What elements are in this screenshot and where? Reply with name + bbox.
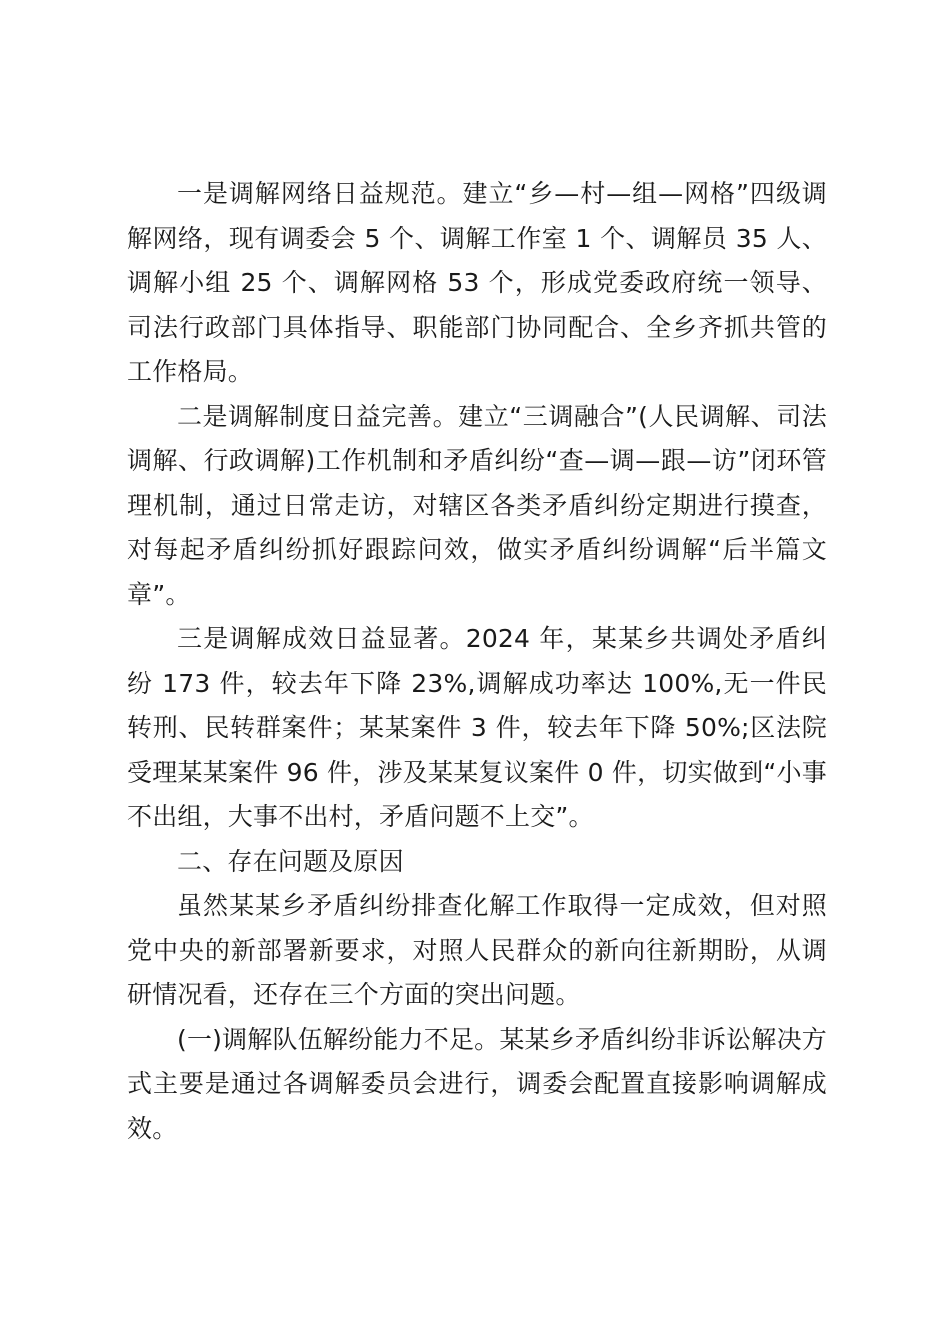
paragraph-mediation-team: (一)调解队伍解纷能力不足。某某乡矛盾纠纷非诉讼解决方式主要是通过各调解委员会进行，调委会配置直接影响调解成效。 [127,1024,827,1143]
paragraph-mediation-system: 二是调解制度日益完善。建立“三调融合”(人民调解、司法调解、行政调解)工作机制和矛盾纠纷“查—调—跟—访”闭环管理机制，通过日常走访，对辖区各类矛盾纠纷定期进行摸查，对每起矛盾纠纷抓好跟踪问效，做实矛盾纠纷调解“后半篇文章”。 [127,401,827,609]
section-heading-problems: 二、存在问题及原因 [177,846,404,876]
document-body [127,172,827,1151]
paragraph-problems-intro: 虽然某某乡矛盾纠纷排查化解工作取得一定成效，但对照党中央的新部署新要求，对照人民群众的新向往新期盼，从调研情况看，还存在三个方面的突出问题。 [127,891,827,1009]
paragraph-mediation-network: 一是调解网络日益规范。建立“乡—村—组—网格”四级调解网络，现有调委会 5 个、调解工作室 1 个、调解员 35 人、调解小组 25 个、调解网格 53 个，形成党委政府统一领导、司法行政部门具体指导、职能部门协同配合、全乡齐抓共管的工作格局。 [127,179,827,386]
paragraph-mediation-results: 三是调解成效日益显著。2024 年，某某乡共调处矛盾纠纷 173 件，较去年下降 23%,调解成功率达 100%,无一件民转刑、民转群案件；某某案件 3 件，较去年下降 50%;区法院受理某某案件 96 件，涉及某某复议案件 0 件，切实做到“小事不出组，大事不出村，矛盾问题不上交”。 [127,624,827,831]
